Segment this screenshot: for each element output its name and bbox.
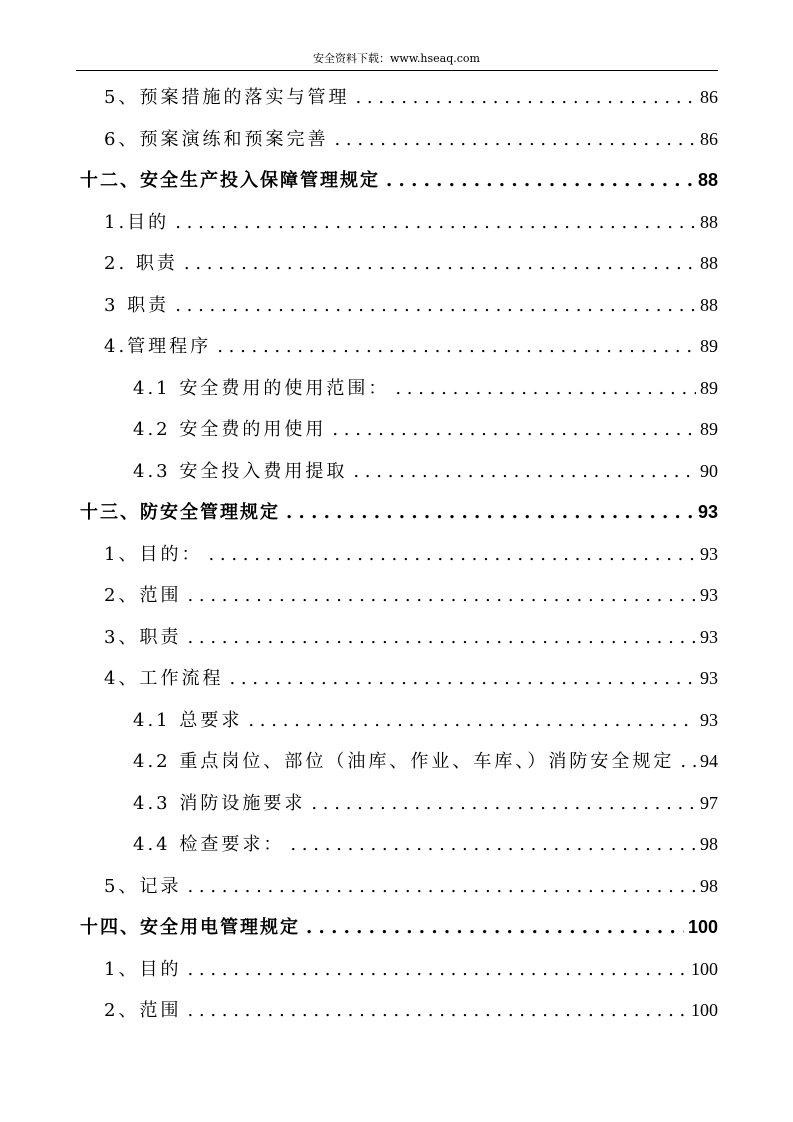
- toc-entry-label: 4.4 检查要求：: [133, 834, 285, 855]
- toc-entry-label: 4.1 安全费用的使用范围：: [133, 377, 390, 399]
- toc-entry-label: 4.3 安全投入费用提取: [133, 460, 348, 482]
- toc-entry[interactable]: [104, 580, 718, 610]
- toc-entry-page-number: 88: [697, 170, 718, 190]
- toc-dot-leader: [680, 747, 696, 777]
- toc-entry[interactable]: [104, 622, 718, 652]
- toc-entry[interactable]: [80, 165, 718, 195]
- toc-entry-label: 4.1 总要求: [133, 709, 243, 731]
- toc-entry-page-number: 90: [700, 460, 718, 481]
- toc-entry-page-number: 94: [700, 751, 718, 771]
- toc-entry-label: 5、记录: [104, 875, 182, 897]
- toc-entry-label: 6、预案演练和预案完善: [104, 128, 329, 150]
- toc-entry-label: 十三、防安全管理规定: [80, 502, 280, 523]
- toc-entry-page-number: 88: [700, 253, 718, 273]
- toc-entry-label: 3 职责: [104, 294, 170, 316]
- toc-entry-label: 1、目的：: [104, 543, 203, 565]
- toc-entry-page-number: 88: [700, 211, 718, 232]
- toc-entry-page-number: 100: [691, 958, 718, 979]
- toc-entry-label: 十二、安全生产投入保障管理规定: [80, 170, 380, 191]
- toc-entry[interactable]: [104, 954, 718, 984]
- toc-entry[interactable]: [133, 788, 718, 818]
- toc-dot-leader: [187, 623, 696, 653]
- toc-dot-leader: [286, 498, 694, 528]
- toc-dot-leader: [187, 872, 696, 902]
- toc-dot-leader: [355, 83, 696, 113]
- toc-entry-label: 2、范围: [104, 585, 182, 606]
- toc-entry-label: 5、预案措施的落实与管理: [104, 87, 350, 108]
- toc-entry-label: 1、目的: [104, 958, 182, 980]
- toc-entry-label: 4、工作流程: [104, 668, 224, 689]
- toc-dot-leader: [187, 581, 696, 611]
- toc-entry[interactable]: [104, 663, 718, 693]
- toc-dot-leader: [332, 415, 696, 445]
- toc-entry-page-number: 97: [700, 792, 718, 813]
- toc-entry[interactable]: [80, 912, 718, 942]
- toc-entry[interactable]: [104, 248, 718, 278]
- toc-entry-page-number: 93: [700, 626, 718, 647]
- toc-entry[interactable]: [133, 705, 718, 735]
- toc-entry-page-number: 93: [700, 543, 718, 564]
- toc-entry-page-number: 86: [700, 128, 718, 149]
- toc-entry-label: 4.3 消防设施要求: [133, 792, 306, 814]
- toc-dot-leader: [229, 664, 696, 694]
- toc-entry-label: 3、职责: [104, 626, 182, 648]
- toc-dot-leader: [353, 457, 696, 487]
- toc-entry-page-number: 98: [700, 834, 718, 854]
- toc-entry-page-number: 93: [697, 502, 718, 522]
- toc-entry[interactable]: [133, 414, 718, 444]
- toc-dot-leader: [175, 291, 696, 321]
- toc-entry[interactable]: [133, 373, 718, 403]
- header-divider: [76, 70, 718, 71]
- toc-entry-label: 4.2 安全费的用使用: [133, 419, 327, 440]
- toc-entry-label: 4.2 重点岗位、部位（油库、作业、车库、）消防安全规定: [133, 751, 675, 772]
- toc-entry-page-number: 93: [700, 585, 718, 605]
- page-header: 安全资料下载：www.hseaq.com: [313, 52, 480, 65]
- toc-dot-leader: [311, 789, 696, 819]
- toc-entry-page-number: 89: [700, 419, 718, 439]
- toc-entry-page-number: 93: [700, 668, 718, 688]
- toc-entry-label: 十四、安全用电管理规定: [80, 917, 300, 938]
- toc-entry[interactable]: [104, 290, 718, 320]
- toc-dot-leader: [208, 540, 696, 570]
- toc-dot-leader: [187, 996, 687, 1026]
- toc-entry-label: 2、范围: [104, 1000, 182, 1021]
- toc-entry[interactable]: [104, 539, 718, 569]
- toc-dot-leader: [217, 332, 696, 362]
- toc-entry-page-number: 100: [687, 917, 718, 937]
- toc-entry-label: 2. 职责: [104, 253, 178, 274]
- toc-entry[interactable]: [133, 456, 718, 486]
- toc-entry[interactable]: [133, 746, 718, 776]
- toc-entry[interactable]: [104, 82, 718, 112]
- toc-entry-page-number: 89: [700, 336, 718, 356]
- toc-dot-leader: [248, 706, 696, 736]
- toc-entry-page-number: 86: [700, 87, 718, 107]
- toc-entry-page-number: 88: [700, 294, 718, 315]
- toc-entry[interactable]: [104, 331, 718, 361]
- toc-entry-page-number: 98: [700, 875, 718, 896]
- toc-entry[interactable]: [80, 497, 718, 527]
- toc-entry[interactable]: [133, 829, 718, 859]
- toc-entry[interactable]: [104, 995, 718, 1025]
- toc-entry-page-number: 89: [700, 377, 718, 398]
- toc-entry[interactable]: [104, 124, 718, 154]
- toc-entry-page-number: 100: [691, 1000, 718, 1020]
- toc-entry-page-number: 93: [700, 709, 718, 730]
- toc-dot-leader: [290, 830, 696, 860]
- toc-dot-leader: [395, 374, 696, 404]
- toc-dot-leader: [187, 955, 687, 985]
- toc-dot-leader: [184, 249, 696, 279]
- toc-dot-leader: [386, 166, 694, 196]
- toc-dot-leader: [306, 913, 684, 943]
- toc-entry[interactable]: [104, 207, 718, 237]
- toc-entry-label: 4.管理程序: [104, 336, 212, 357]
- toc-entry[interactable]: [104, 871, 718, 901]
- toc-dot-leader: [175, 208, 696, 238]
- toc-dot-leader: [334, 125, 696, 155]
- toc-entry-label: 1.目的: [104, 211, 170, 233]
